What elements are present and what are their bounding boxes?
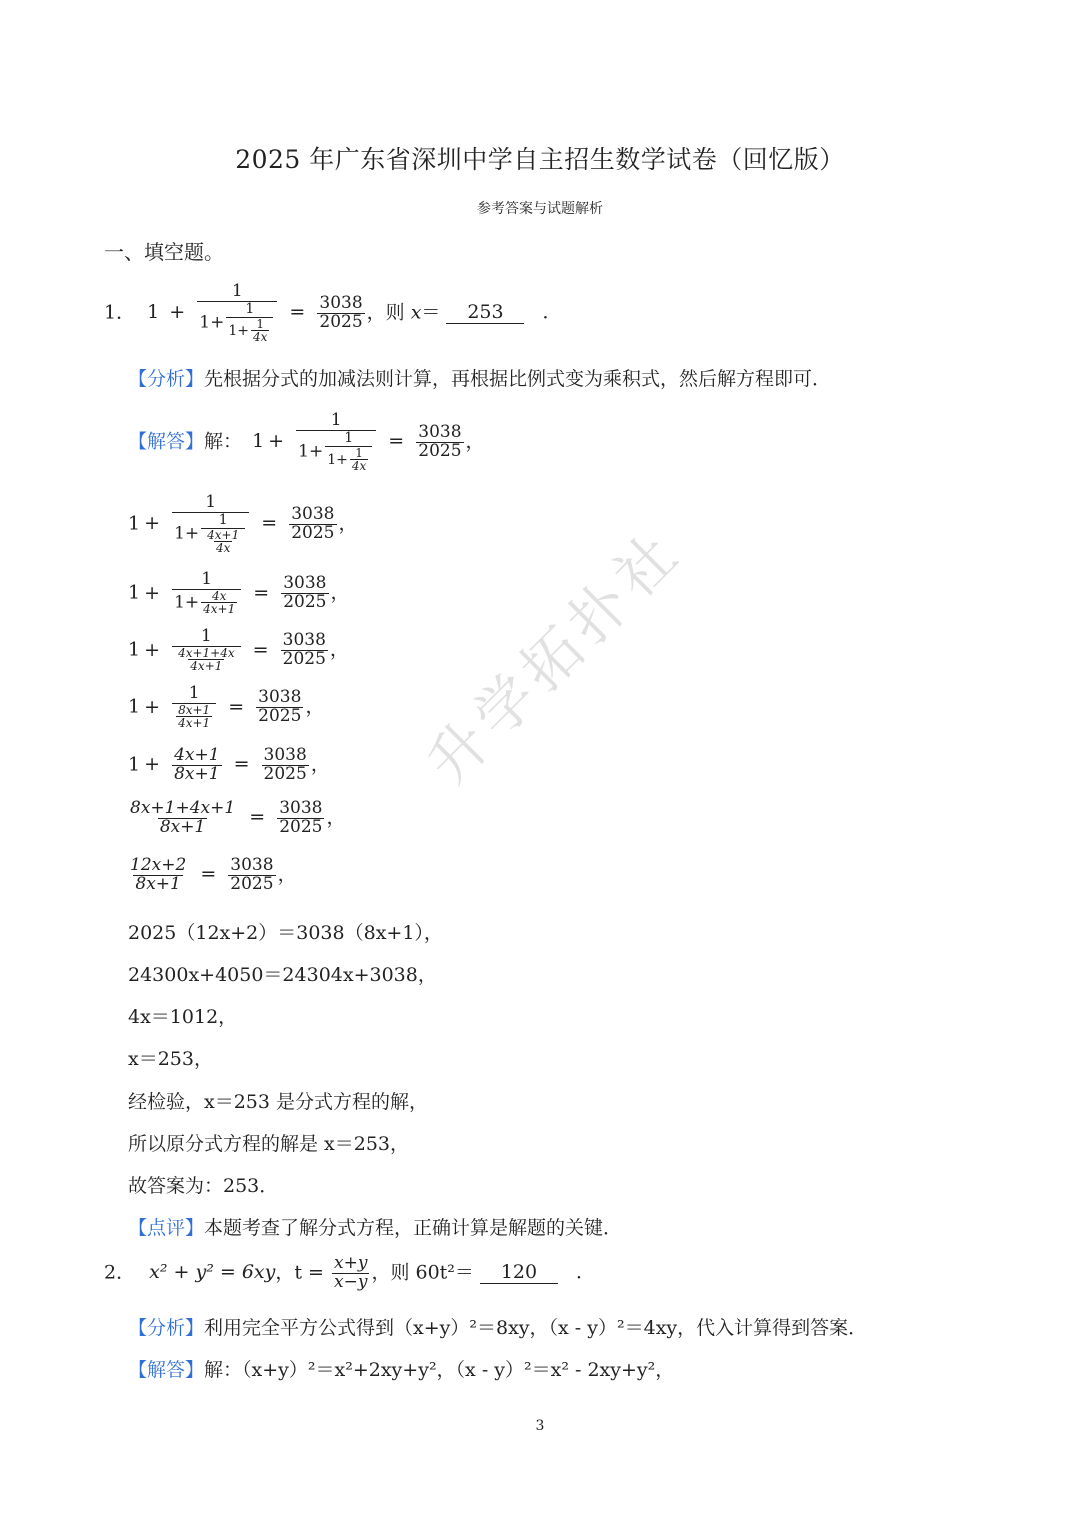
q1-comment: 【点评】本题考查了解分式方程，正确计算是解题的关键． — [128, 1217, 623, 1239]
q1-number: 1． — [104, 301, 136, 324]
q1-continued-fraction: 1 1+ 1 1+ $\frac{1}{4x}$ — [197, 283, 277, 344]
analysis-tag: 【分析】 — [128, 368, 205, 390]
q1-step-6: $\frac{8x+1+4x+1}{8x+1}$ = $\frac{3038}{2025}$ ， — [130, 798, 346, 837]
q1-line-5: 经检验，x＝253 是分式方程的解， — [128, 1091, 429, 1113]
q1-step-1: 1 + 1 1+ $\frac{1}{\frac{4x+1}{4x}}$ = $\frac{3038}{2025}$ ， — [128, 492, 358, 556]
section-heading: 一、填空题。 — [104, 240, 224, 264]
q1-line-2: 24300x+4050＝24304x+3038， — [128, 964, 437, 986]
q1-line-6: 所以原分式方程的解是 x＝253， — [128, 1133, 410, 1155]
q1-step-4: 1 + $\frac{1}{\frac{8x+1}{4x+1}}$ = $\frac{3038}{2025}$ ， — [128, 683, 325, 731]
watermark: 升学拓扑社 — [414, 515, 696, 798]
q1-line-7: 故答案为：253． — [128, 1175, 279, 1197]
q1-step-5: 1 + $\frac{4x+1}{8x+1}$ = $\frac{3038}{2025}$ ， — [128, 745, 330, 784]
comment-tag: 【点评】 — [128, 1217, 205, 1239]
document-subtitle: 参考答案与试题解析 — [477, 201, 603, 217]
q1-stem: 1． 1 + 1 1+ 1 1+ $\frac{1}{4x}$ = $\frac{3038}{2025}$ ，则 x＝ 253 ． — [104, 281, 562, 345]
document-title: 2025 年广东省深圳中学自主招生数学试卷（回忆版） — [235, 145, 845, 174]
q1-line-3: 4x＝1012， — [128, 1006, 238, 1028]
q1-line-4: x＝253， — [128, 1048, 213, 1070]
q1-answer-blank: 253 — [446, 302, 524, 324]
q1-step-7: $\frac{12x+2}{8x+1}$ = $\frac{3038}{2025}$ ， — [130, 855, 297, 894]
q1-rhs-fraction: $\frac{3038}{2025}$ — [319, 293, 363, 332]
q2-stem: 2． x² + y² = 6xy，t = $\frac{x+y}{x-y}$ ，则 60t²＝ 120 ． — [104, 1253, 596, 1292]
q2-answer-blank: 120 — [480, 1262, 558, 1284]
q1-step-3: 1 + $\frac{1}{\frac{4x+1+4x}{4x+1}}$ = $\frac{3038}{2025}$ ， — [128, 626, 349, 674]
q2-analysis: 【分析】利用完全平方公式得到（x+y）²＝8xy，（x - y）²＝4xy，代入计算得到答案． — [128, 1317, 868, 1339]
q1-analysis: 【分析】先根据分式的加减法则计算，再根据比例式变为乘积式，然后解方程即可． — [128, 368, 832, 390]
answer-tag: 【解答】 — [128, 430, 205, 453]
q2-number: 2． — [104, 1261, 136, 1284]
q1-line-1: 2025（12x+2）＝3038（8x+1）， — [128, 922, 443, 944]
q1-step-2: 1 + 1 1+ $\frac{4x}{4x+1}$ = $\frac{3038}{2025}$ ， — [128, 569, 350, 617]
q2-solution: 【解答】解：（x+y）²＝x²+2xy+y²，（x - y）²＝x² - 2xy+y²， — [128, 1359, 675, 1381]
page-number: 3 — [535, 1418, 545, 1434]
q1-solution-start: 【解答】解： 1 + 1 1+ 1 1+ $\frac{1}{4x}$ = $\frac{3038}{2025}$ ， — [128, 410, 485, 474]
